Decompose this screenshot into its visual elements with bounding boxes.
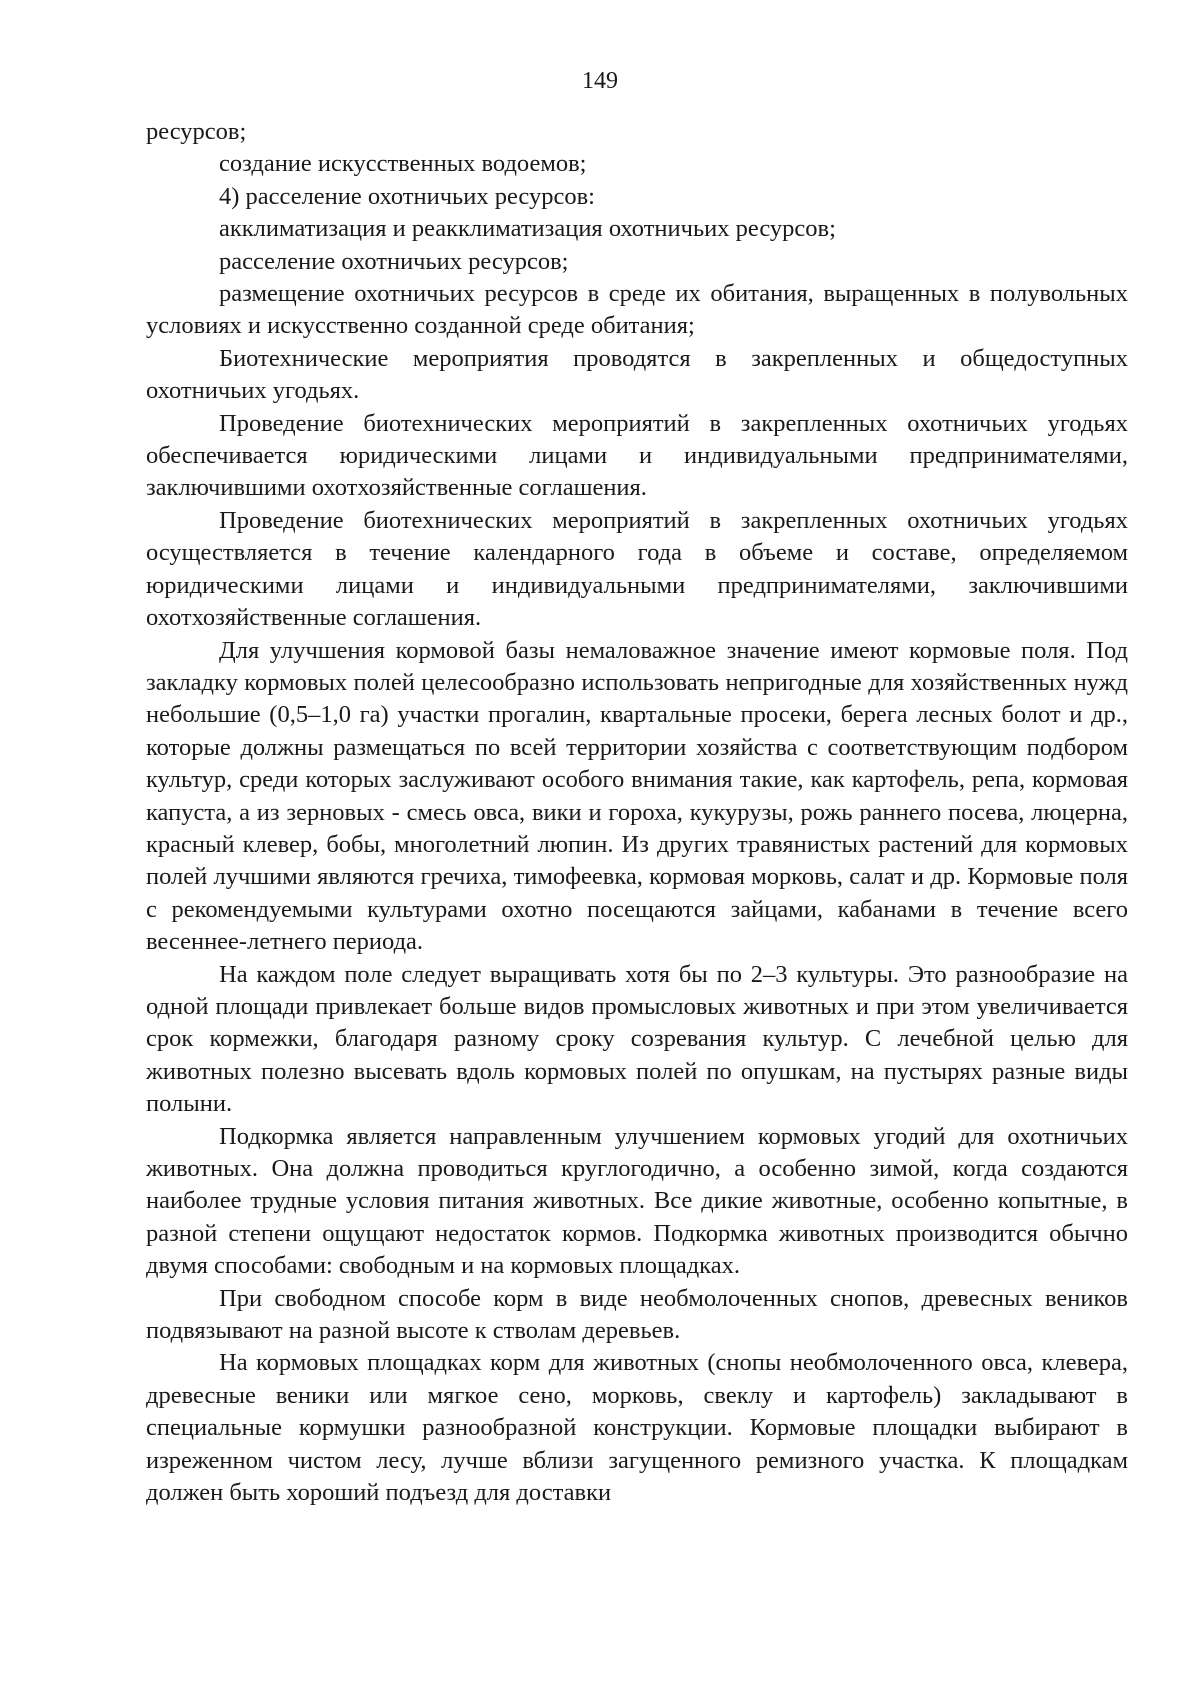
paragraph: На кормовых площадках корм для животных (снопы необмолоченного овса, клевера, древесные веники или мягкое сено, морковь, свеклу и картофель) закладывают в специальные кормушки разнообразной конструкции. Кормовые площадки выбирают в изреженном чистом лесу, лучше вблизи загущенного ремизного участка. К площадкам должен быть хороший подъезд для доставки xyxy=(146,1349,1128,1507)
paragraph: размещение охотничьих ресурсов в среде их обитания, выращенных в полувольных условиях и искусственно созданной среде обитания; xyxy=(146,280,1128,340)
paragraph: Подкормка является направленным улучшением кормовых угодий для охотничьих животных. Она должна проводиться круглогодично, а особенно зимой, когда создаются наиболее трудные условия питания животных. Все дикие животные, особенно копытные, в разной степени ощущают недостаток кормов. Подкормка животных производится обычно двумя способами: свободным и на кормовых площадках. xyxy=(146,1122,1128,1280)
paragraph: создание искусственных водоемов; xyxy=(219,150,587,178)
paragraph: акклиматизация и реакклиматизация охотничьих ресурсов; xyxy=(219,215,836,243)
paragraph: Проведение биотехнических мероприятий в закрепленных охотничьих угодьях осуществляется в течение календарного года в объеме и составе, определяемом юридическими лицами и индивидуальными предпринимателями, заключившими охотхозяйственные соглашения. xyxy=(146,506,1128,632)
body-text xyxy=(146,116,1128,1509)
paragraph: Для улучшения кормовой базы немаловажное значение имеют кормовые поля. Под закладку кормовых полей целесообразно использовать непригодные для хозяйственных нужд небольшие (0,5–1,0 га) участки прогалин, квартальные просеки, берега лесных болот и др., которые должны размещаться по всей территории хозяйства с соответствующим подбором культур, среди которых заслуживают особого внимания такие, как картофель, репа, кормовая капуста, а из зерновых - смесь овса, вики и гороха, кукурузы, рожь раннего посева, люцерна, красный клевер, бобы, многолетний люпин. Из других травянистых растений для кормовых полей лучшими являются гречиха, тимофеевка, кормовая морковь, салат и др. Кормовые поля с рекомендуемыми культурами охотно посещаются зайцами, кабанами в течение всего весеннее-летнего периода. xyxy=(146,636,1128,956)
paragraph: Проведение биотехнических мероприятий в закрепленных охотничьих угодьях обеспечивается юридическими лицами и индивидуальными предпринимателями, заключившими охотхозяйственные соглашения. xyxy=(146,409,1128,502)
paragraph: Биотехнические мероприятия проводятся в закрепленных и общедоступных охотничьих угодьях. xyxy=(146,344,1128,405)
paragraph: При свободном способе корм в виде необмолоченных снопов, древесных веников подвязывают на разной высоте к стволам деревьев. xyxy=(146,1284,1128,1345)
paragraph: На каждом поле следует выращивать хотя бы по 2–3 культуры. Это разнообразие на одной площади привлекает больше видов промысловых животных и при этом увеличивается срок кормежки, благодаря разному сроку созревания культур. С лечебной целью для животных полезно высевать вдоль кормовых полей по опушкам, на пустырях разные виды полыни. xyxy=(146,960,1128,1118)
paragraph: 4) расселение охотничьих ресурсов: xyxy=(219,182,595,210)
paragraph: ресурсов; xyxy=(146,118,247,145)
paragraph: расселение охотничьих ресурсов; xyxy=(219,247,569,275)
page-number: 149 xyxy=(582,68,618,94)
